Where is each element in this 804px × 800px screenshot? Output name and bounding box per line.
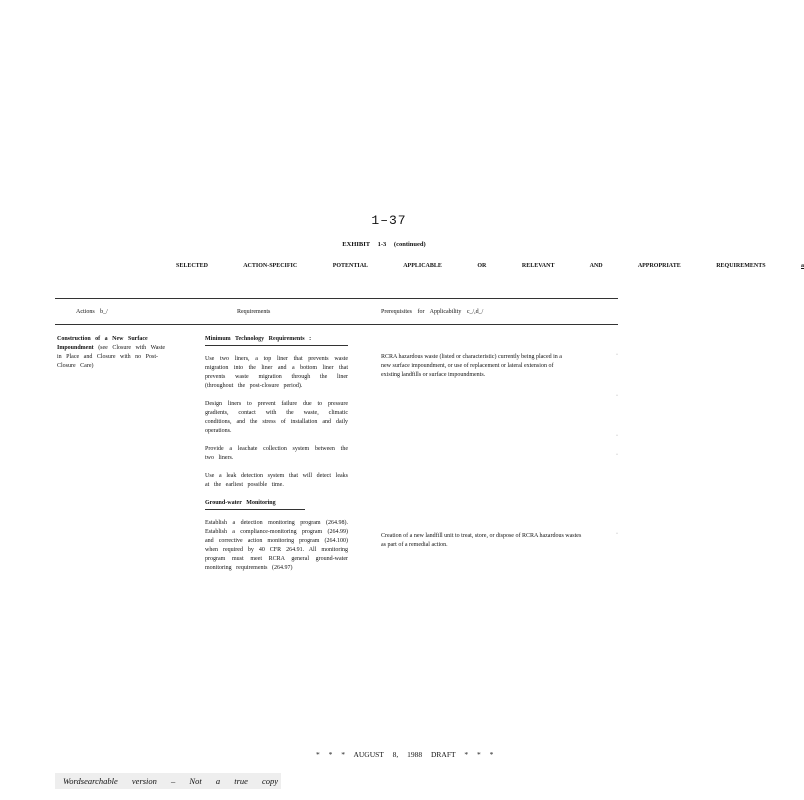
margin-mark: ·: [616, 352, 618, 358]
subtitle-word: POTENTIAL: [332, 263, 369, 269]
subtitle-footnote: a: [801, 263, 804, 269]
page-number: 1–37: [371, 213, 407, 228]
min-tech-heading: Minimum Technology Requirements :: [205, 335, 348, 346]
action-title: Construction of a New Surface Impoundment: [57, 336, 148, 351]
groundwater-heading: Ground-water Monitoring: [205, 499, 305, 510]
margin-mark: ·: [616, 452, 618, 458]
wordsearchable-banner: Wordsearchable version – Not a true copy: [55, 773, 281, 789]
subtitle-word: SELECTED: [176, 263, 209, 269]
margin-mark: ·: [616, 393, 618, 399]
column-header-requirements: Requirements: [237, 309, 271, 315]
draft-footer: * * * AUGUST 8, 1988 DRAFT * * *: [316, 750, 494, 759]
groundwater-paragraph: Establish a detection monitoring program (264.98). Establish a compliance-monitoring program (264.99) and corrective action monitoring program (264.100) when required by 40 CFR 264.91. All monitoring program must meet RCRA general ground-water monitoring requirements (264.97): [205, 520, 348, 571]
subtitle-word: ACTION-SPECIFIC: [243, 263, 298, 269]
column-header-actions: Actions b_/: [76, 309, 108, 315]
requirement-paragraph: Provide a leachate collection system between the two liners.: [205, 446, 348, 461]
action-note: (see Closure with Waste in Place and Closure with no Post-Closure Care): [57, 345, 166, 369]
subtitle-word: REQUIREMENTS: [716, 263, 766, 269]
subtitle-word: OR: [477, 263, 487, 269]
exhibit-title: EXHIBIT 1-3 (continued): [342, 241, 426, 248]
requirements-cell: [205, 335, 348, 582]
exhibit-subtitle: [176, 263, 804, 269]
table-header-rule: [55, 324, 618, 325]
requirement-paragraph: Design liners to prevent failure due to pressure gradients, contact with the waste, climatic conditions, and the stress of installation and daily operations.: [205, 401, 348, 434]
table-top-rule: [55, 298, 618, 299]
margin-mark: ·: [616, 433, 618, 439]
prerequisite-cell-1: RCRA hazardous waste (listed or characteristic) currently being placed in a new surface impoundment, or use of replacement or lateral extension of existing landfills or surface impoundments.: [381, 354, 562, 378]
column-header-prerequisites: Prerequisites for Applicability c_/,d_/: [381, 309, 484, 315]
subtitle-word: APPLICABLE: [403, 263, 442, 269]
subtitle-word: APPROPRIATE: [637, 263, 681, 269]
requirement-paragraph: Use a leak detection system that will detect leaks at the earliest possible time.: [205, 473, 348, 488]
action-cell: [57, 335, 169, 380]
subtitle-word: AND: [589, 263, 603, 269]
requirement-paragraph: Use two liners, a top liner that prevents waste migration into the liner and a bottom liner that prevents waste migration through the liner (throughout the post-closure period).: [205, 356, 348, 389]
margin-mark: ·: [616, 531, 618, 537]
prerequisite-cell-2: Creation of a new landfill unit to treat, store, or dispose of RCRA hazardous wastes as part of a remedial action.: [381, 533, 582, 548]
subtitle-word: RELEVANT: [521, 263, 555, 269]
